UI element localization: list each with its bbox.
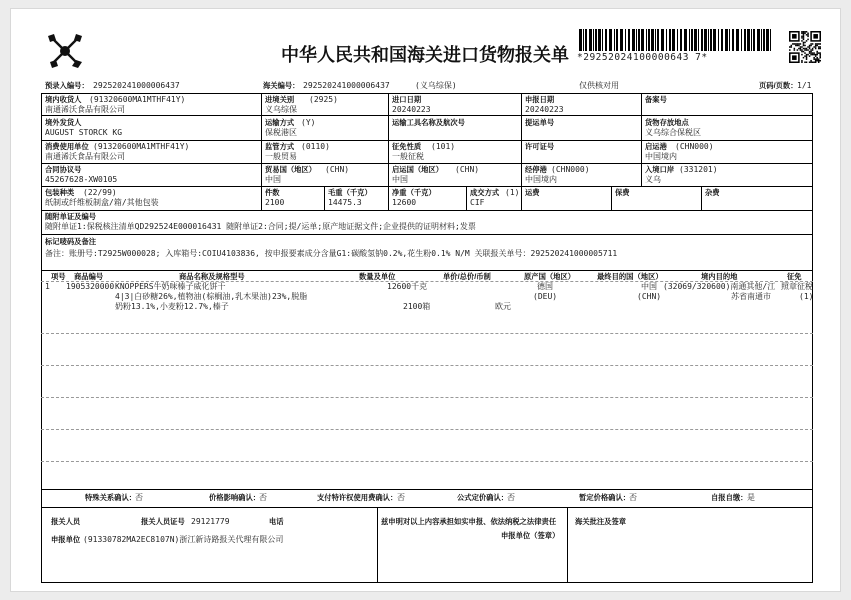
origin-country-value: 中国 xyxy=(392,175,408,184)
col-divider xyxy=(324,186,325,210)
special-relation-label: 特殊关系确认： xyxy=(85,493,137,502)
row-divider xyxy=(41,489,813,490)
goods-origin-code: (DEU) xyxy=(533,292,558,301)
levy-nature-value: 一般征税 xyxy=(392,152,424,161)
goods-currency: 欧元 xyxy=(495,302,511,311)
agent-value: (91330782MA2EC8107N)浙江新诗路报关代理有限公司 xyxy=(83,535,284,544)
storage-label: 货物存放地点 xyxy=(645,118,689,127)
row-divider xyxy=(41,270,813,271)
provisional-price-label: 暂定价格确认： xyxy=(579,493,631,502)
deal-mode-code: (1) xyxy=(505,188,520,197)
goods-row-divider xyxy=(41,365,813,366)
goods-header-levy: 征免 xyxy=(787,272,802,281)
remarks-value: 备注：账册号:T2925W000028; 入库箱号:COIU4103836, 按申报要素成分含量G1:碳酸氢钠0.2%,花生粉0.1% N/M 关联报关单号：292520241000005711 xyxy=(45,249,618,258)
storage-value: 义乌综合保税区 xyxy=(645,128,701,137)
gross-weight-value: 14475.3 xyxy=(328,198,362,207)
col-divider xyxy=(611,186,612,210)
row-divider xyxy=(41,186,813,187)
import-date-label: 进口日期 xyxy=(392,95,422,104)
package-type-label: 包装种类 xyxy=(45,188,75,197)
barcode-text: *29252024100000643 7* xyxy=(577,52,708,63)
row-divider xyxy=(41,210,813,211)
col-divider xyxy=(377,507,378,583)
goods-spec-line: 4|3|白砂糖26%,植物油(棕榈油,乳木果油)23%,脱脂 xyxy=(115,292,308,301)
port-note: (义乌综保) xyxy=(415,81,457,90)
user-code: (91320600MA1MTHF41Y) xyxy=(93,142,190,151)
formula-pricing-value: 否 xyxy=(507,493,515,502)
via-port-code: (CHN000) xyxy=(551,165,590,174)
customs-declaration-sheet xyxy=(10,8,841,592)
goods-levy-code: (1) xyxy=(799,292,814,301)
customs-no-label: 海关编号： xyxy=(263,81,300,90)
insurance-label: 保费 xyxy=(615,188,630,197)
consignee-value: 南通浠沃食品有限公司 xyxy=(45,105,125,114)
declarant-cert-label: 报关人员证号 xyxy=(141,517,185,526)
goods-header-domestic-dest: 境内目的地 xyxy=(701,272,738,281)
goods-header-item-no: 项号 xyxy=(51,272,66,281)
user-value: 南通浠沃食品有限公司 xyxy=(45,152,125,161)
departure-port-code: (CHN000) xyxy=(675,142,714,151)
table-border-left xyxy=(41,93,42,583)
entry-port-customs-label: 进境关别 xyxy=(265,95,295,104)
goods-header-final-dest: 最终目的国（地区） xyxy=(597,272,663,281)
customs-note-label: 海关批注及签章 xyxy=(575,517,627,526)
remarks-label: 标记唛码及备注 xyxy=(45,237,97,246)
legal-statement: 兹申明对以上内容承担如实申报、依法纳税之法律责任 xyxy=(381,517,557,526)
customs-emblem-icon xyxy=(45,31,85,71)
entry-port-value: 义乌 xyxy=(645,175,661,184)
deal-mode-value: CIF xyxy=(470,198,485,207)
transport-value: 保税港区 xyxy=(265,128,297,137)
col-divider xyxy=(41,489,42,507)
trade-country-label: 贸易国（地区） xyxy=(265,165,317,174)
import-date-value: 20240223 xyxy=(392,105,431,114)
license-label: 许可证号 xyxy=(525,142,555,151)
goods-final-dest-code: (CHN) xyxy=(637,292,662,301)
entry-port-customs-value: 义乌综保 xyxy=(265,105,297,114)
col-divider xyxy=(261,93,262,210)
provisional-price-value: 否 xyxy=(629,493,637,502)
goods-header-name-spec: 商品名称及规格型号 xyxy=(179,272,245,281)
record-no-label: 备案号 xyxy=(645,95,667,104)
declarant-label: 报关人员 xyxy=(51,517,81,526)
misc-fee-label: 杂费 xyxy=(705,188,720,197)
shipper-label: 境外发货人 xyxy=(45,118,82,127)
goods-hs-code: 1905320000 xyxy=(66,282,115,291)
price-impact-value: 否 xyxy=(259,493,267,502)
via-port-label: 经停港 xyxy=(525,165,547,174)
trade-country-code: (CHN) xyxy=(325,165,350,174)
shipper-value: AUGUST STORCK KG xyxy=(45,128,123,137)
pieces-value: 2100 xyxy=(265,198,285,207)
goods-spec-line: 奶粉13.1%,小麦粉12.7%,榛子 xyxy=(115,302,229,311)
transport-code: (Y) xyxy=(301,118,316,127)
via-port-value: 中国境内 xyxy=(525,175,557,184)
supervision-code: (0110) xyxy=(301,142,330,151)
package-type-code: (22/99) xyxy=(83,188,117,197)
goods-row-divider xyxy=(41,429,813,430)
entry-port-label: 入境口岸 xyxy=(645,165,675,174)
user-label: 消费使用单位 xyxy=(45,142,89,151)
supervision-value: 一般贸易 xyxy=(265,152,297,161)
consignee-code: (91320600MA1MTHF41Y) xyxy=(89,95,186,104)
col-divider xyxy=(567,507,568,583)
goods-header-origin: 原产国（地区） xyxy=(524,272,576,281)
self-pay-value: 是 xyxy=(747,493,755,502)
goods-row-divider xyxy=(41,397,813,398)
special-relation-value: 否 xyxy=(135,493,143,502)
departure-port-value: 中国境内 xyxy=(645,152,677,161)
entry-port-code: (331201) xyxy=(679,165,718,174)
table-border-bottom xyxy=(41,582,813,583)
verify-note: 仅供核对用 xyxy=(579,81,619,90)
transport-label: 运输方式 xyxy=(265,118,295,127)
row-divider xyxy=(41,234,813,235)
net-weight-label: 净重（千克） xyxy=(392,188,436,197)
supervision-label: 监管方式 xyxy=(265,142,295,151)
net-weight-value: 12600 xyxy=(392,198,417,207)
pre-entry-label: 预录入编号： xyxy=(45,81,89,90)
goods-domestic-dest: (32069/320600)南通其他/江 xyxy=(663,282,776,291)
entry-port-customs-code: (2925) xyxy=(309,95,338,104)
agent-seal-label: 申报单位（签章） xyxy=(501,531,560,540)
goods-qty-declared: 2100箱 xyxy=(403,302,431,311)
self-pay-label: 自报自缴： xyxy=(711,493,748,502)
package-type-value: 纸制或纤维板制盒/箱/其他包装 xyxy=(45,198,159,207)
row-divider xyxy=(41,115,813,116)
qr-code-icon xyxy=(789,31,821,63)
origin-country-code: (CHN) xyxy=(455,165,480,174)
goods-header-qty-unit: 数量及单位 xyxy=(359,272,396,281)
col-divider xyxy=(388,93,389,210)
declare-date-value: 20240223 xyxy=(525,105,564,114)
goods-row-divider xyxy=(41,461,813,462)
row-divider xyxy=(41,507,813,508)
gross-weight-label: 毛重（千克） xyxy=(328,188,372,197)
levy-nature-label: 征免性质 xyxy=(392,142,422,151)
table-border-top xyxy=(41,93,813,94)
row-divider xyxy=(41,163,813,164)
goods-item-no: 1 xyxy=(45,282,50,291)
origin-country-label: 启运国（地区） xyxy=(392,165,444,174)
declarant-cert-value: 29121779 xyxy=(191,517,230,526)
customs-no-value: 292520241000006437 xyxy=(303,81,390,90)
royalty-label: 支付特许权使用费确认： xyxy=(317,493,398,502)
goods-header-price: 单价/总价/币制 xyxy=(443,272,491,281)
bill-of-lading-label: 提运单号 xyxy=(525,118,555,127)
consignee-label: 境内收货人 xyxy=(45,95,82,104)
departure-port-label: 启运港 xyxy=(645,142,667,151)
attached-docs-label: 随附单证及编号 xyxy=(45,212,97,221)
row-divider xyxy=(41,140,813,141)
goods-qty-legal: 12600千克 xyxy=(387,282,428,291)
goods-domestic-dest-line2: 苏省南通市 xyxy=(731,292,771,301)
freight-label: 运费 xyxy=(525,188,540,197)
col-divider xyxy=(641,93,642,187)
col-divider xyxy=(466,186,467,210)
table-border-right xyxy=(812,93,813,583)
deal-mode-label: 成交方式 xyxy=(470,188,500,197)
goods-levy: 照章征税 xyxy=(781,282,813,291)
pre-entry-value: 292520241000006437 xyxy=(93,81,180,90)
formula-pricing-label: 公式定价确认： xyxy=(457,493,509,502)
pieces-label: 件数 xyxy=(265,188,280,197)
trade-country-value: 中国 xyxy=(265,175,281,184)
attached-docs-value: 随附单证1:保税核注清单QD292524E000016431 随附单证2:合同;提/运单;原产地证据文件;企业提供的证明材料;发票 xyxy=(45,222,476,231)
goods-final-dest: 中国 xyxy=(641,282,657,291)
table-row xyxy=(41,282,813,332)
page-value: 1/1 xyxy=(797,81,812,90)
price-impact-label: 价格影响确认： xyxy=(209,493,261,502)
page-label: 页码/页数： xyxy=(759,81,798,90)
agent-label: 申报单位 xyxy=(51,535,81,544)
declare-date-label: 申报日期 xyxy=(525,95,555,104)
goods-row-divider xyxy=(41,333,813,334)
goods-name: KNOPPERS牛奶味榛子威化饼干 xyxy=(115,282,226,291)
contract-label: 合同协议号 xyxy=(45,165,82,174)
contract-value: 45267628-XW0105 xyxy=(45,175,118,184)
document-title: 中华人民共和国海关进口货物报关单 xyxy=(281,45,569,66)
royalty-value: 否 xyxy=(397,493,405,502)
vessel-label: 运输工具名称及航次号 xyxy=(392,118,465,127)
col-divider xyxy=(701,186,702,210)
phone-label: 电话 xyxy=(269,517,284,526)
col-divider xyxy=(521,93,522,210)
goods-origin: 德国 xyxy=(537,282,553,291)
goods-header-hs-code: 商品编号 xyxy=(74,272,104,281)
levy-nature-code: (101) xyxy=(431,142,456,151)
